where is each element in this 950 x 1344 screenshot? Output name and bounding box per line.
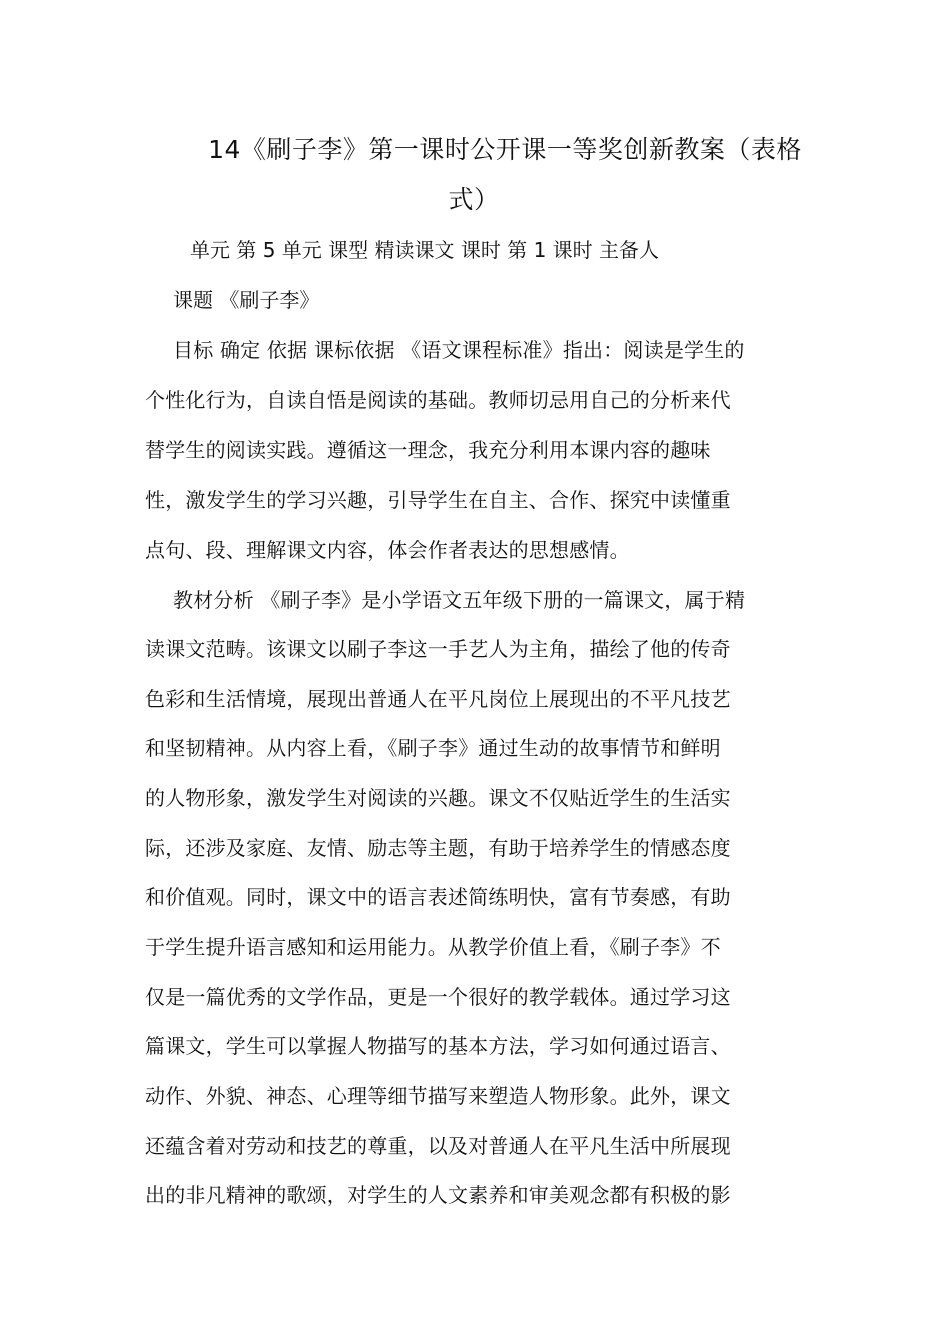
body-line: 点句、段、理解课文内容，体会作者表达的思想感情。 [145, 538, 630, 562]
lesson-meta-line: 单元 第 5 单元 课型 精读课文 课时 第 1 课时 主备人 [190, 238, 660, 262]
body-line: 的人物形象，激发学生对阅读的兴趣。课文不仅贴近学生的生活实 [145, 786, 731, 810]
body-line: 和坚韧精神。从内容上看，《刷子李》通过生动的故事情节和鲜明 [145, 736, 721, 760]
document-title-line-1: 14《刷子李》第一课时公开课一等奖创新教案（表格 [208, 135, 802, 164]
body-line: 动作、外貌、神态、心理等细节描写来塑造人物形象。此外，课文 [145, 1084, 731, 1108]
body-line: 际，还涉及家庭、友情、励志等主题，有助于培养学生的情感态度 [145, 836, 731, 860]
body-line: 教材分析 《刷子李》是小学语文五年级下册的一篇课文，属于精 [173, 588, 746, 612]
body-line: 仅是一篇优秀的文学作品，更是一个很好的教学载体。通过学习这 [145, 985, 731, 1009]
lesson-topic-line: 课题 《刷子李》 [173, 288, 320, 312]
document-title-line-2: 式） [448, 185, 500, 214]
body-line: 目标 确定 依据 课标依据 《语文课程标准》指出：阅读是学生的 [173, 338, 745, 362]
body-line: 还蕴含着对劳动和技艺的尊重，以及对普通人在平凡生活中所展现 [145, 1134, 731, 1158]
body-line: 读课文范畴。该课文以刷子李这一手艺人为主角，描绘了他的传奇 [145, 637, 731, 661]
body-line: 替学生的阅读实践。遵循这一理念，我充分利用本课内容的趣味 [145, 438, 711, 462]
body-line: 篇课文，学生可以掌握人物描写的基本方法，学习如何通过语言、 [145, 1034, 731, 1058]
body-line: 和价值观。同时，课文中的语言表述简练明快，富有节奏感，有助 [145, 885, 731, 909]
body-line: 色彩和生活情境，展现出普通人在平凡岗位上展现出的不平凡技艺 [145, 687, 731, 711]
body-line: 性，激发学生的学习兴趣，引导学生在自主、合作、探究中读懂重 [145, 488, 731, 512]
body-line: 于学生提升语言感知和运用能力。从教学价值上看，《刷子李》不 [145, 935, 721, 959]
body-line: 出的非凡精神的歌颂，对学生的人文素养和审美观念都有积极的影 [145, 1183, 731, 1207]
body-line: 个性化行为，自读自悟是阅读的基础。教师切忌用自己的分析来代 [145, 388, 731, 412]
